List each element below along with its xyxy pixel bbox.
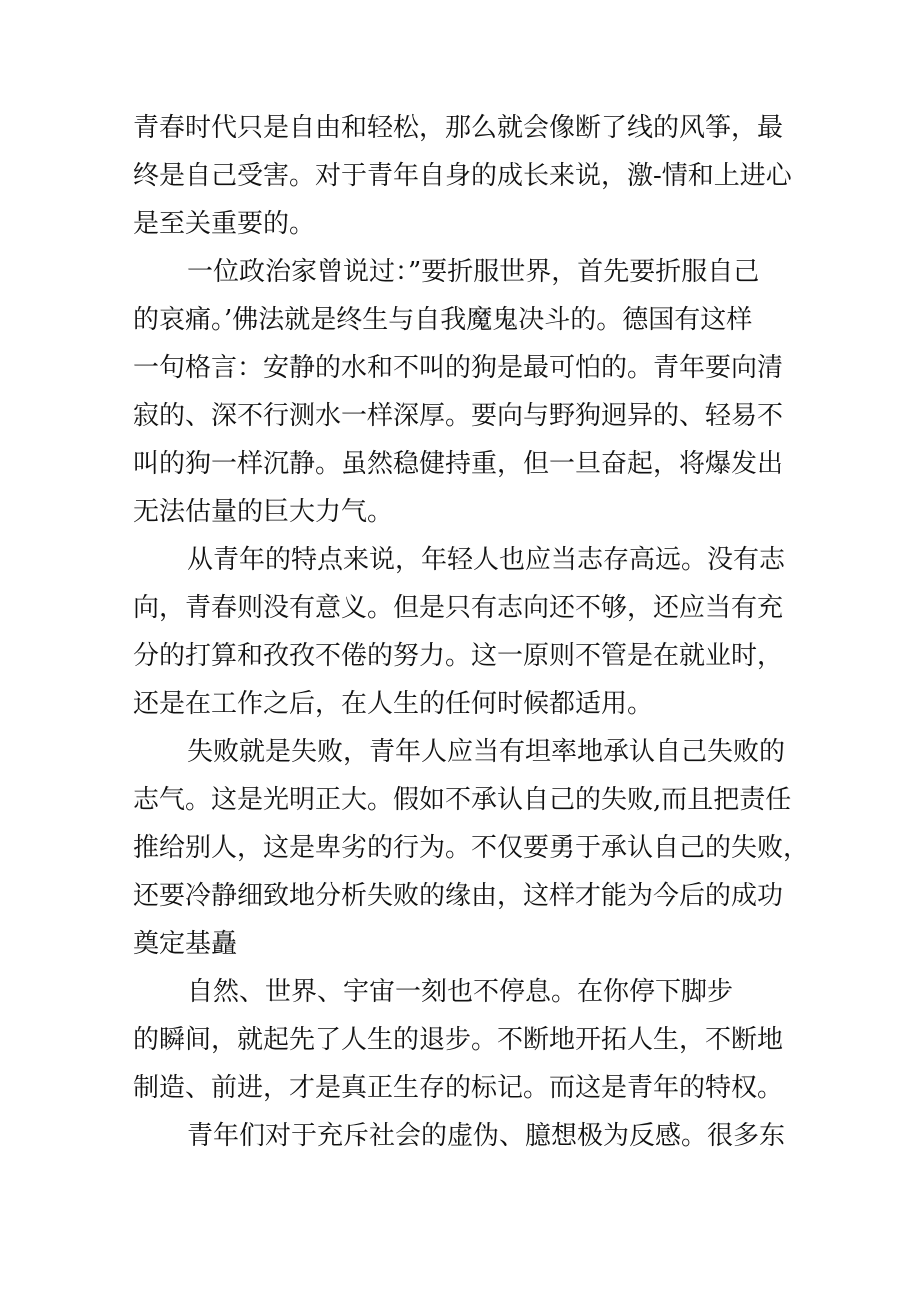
text-line: 叫的狗一样沉静。虽然稳健持重，但一旦奋起，将爆发出 xyxy=(133,449,784,479)
paragraph-2 xyxy=(133,248,793,536)
text-line: 的哀痛。’佛法就是终生与自我魔鬼决斗的。德国有这样 xyxy=(133,305,753,335)
text-line: 从青年的特点来说，年轻人也应当志存高远。没有志 xyxy=(187,545,786,575)
paragraph-3 xyxy=(133,536,793,728)
text-line: 奠定基矗 xyxy=(133,929,238,959)
text-line: 终是自己受害。对于青年自身的成长来说，激-情和上进心 xyxy=(133,161,792,191)
text-line: 无法估量的巨大力气。 xyxy=(133,497,394,527)
paragraph-5 xyxy=(133,968,793,1112)
text-line: 自然、世界、宇宙一刻也不停息。在你停下脚步 xyxy=(187,977,734,1007)
text-line: 制造、前进，才是真正生存的标记。而这是青年的特权。 xyxy=(133,1073,784,1103)
paragraph-6 xyxy=(133,1112,793,1160)
text-line: 推给别人，这是卑劣的行为。不仅要勇于承认自己的失败， xyxy=(133,833,810,863)
text-line: 还是在工作之后，在人生的任何时候都适用。 xyxy=(133,689,654,719)
paragraph-1 xyxy=(133,104,793,248)
text-line: 的瞬间，就起先了人生的退步。不断地开拓人生，不断地 xyxy=(133,1025,784,1055)
text-line: 一句格言：安静的水和不叫的狗是最可怕的。青年要向清 xyxy=(133,353,784,383)
text-line: 青年们对于充斥社会的虚伪、臆想极为反感。很多东 xyxy=(187,1121,786,1151)
text-line: 向，青春则没有意义。但是只有志向还不够，还应当有充 xyxy=(133,593,784,623)
text-line: 还要冷静细致地分析失败的缘由，这样才能为今后的成功 xyxy=(133,881,784,911)
text-line: 寂的、深不行测水一样深厚。要向与野狗迥异的、轻易不 xyxy=(133,401,784,431)
document-body xyxy=(133,104,810,1160)
text-line: 是至关重要的。 xyxy=(133,209,316,239)
text-line: 青春时代只是自由和轻松，那么就会像断了线的风筝，最 xyxy=(133,113,784,143)
text-line: 分的打算和孜孜不倦的努力。这一原则不管是在就业时， xyxy=(133,641,784,671)
text-line: 失败就是失败，青年人应当有坦率地承认自己失败的 xyxy=(187,737,786,767)
text-line: 一位政治家曾说过：”要折服世界，首先要折服自己 xyxy=(187,257,760,287)
paragraph-4 xyxy=(133,728,810,968)
text-line: 志气。这是光明正大。假如不承认自己的失败,而且把责任 xyxy=(133,785,792,815)
